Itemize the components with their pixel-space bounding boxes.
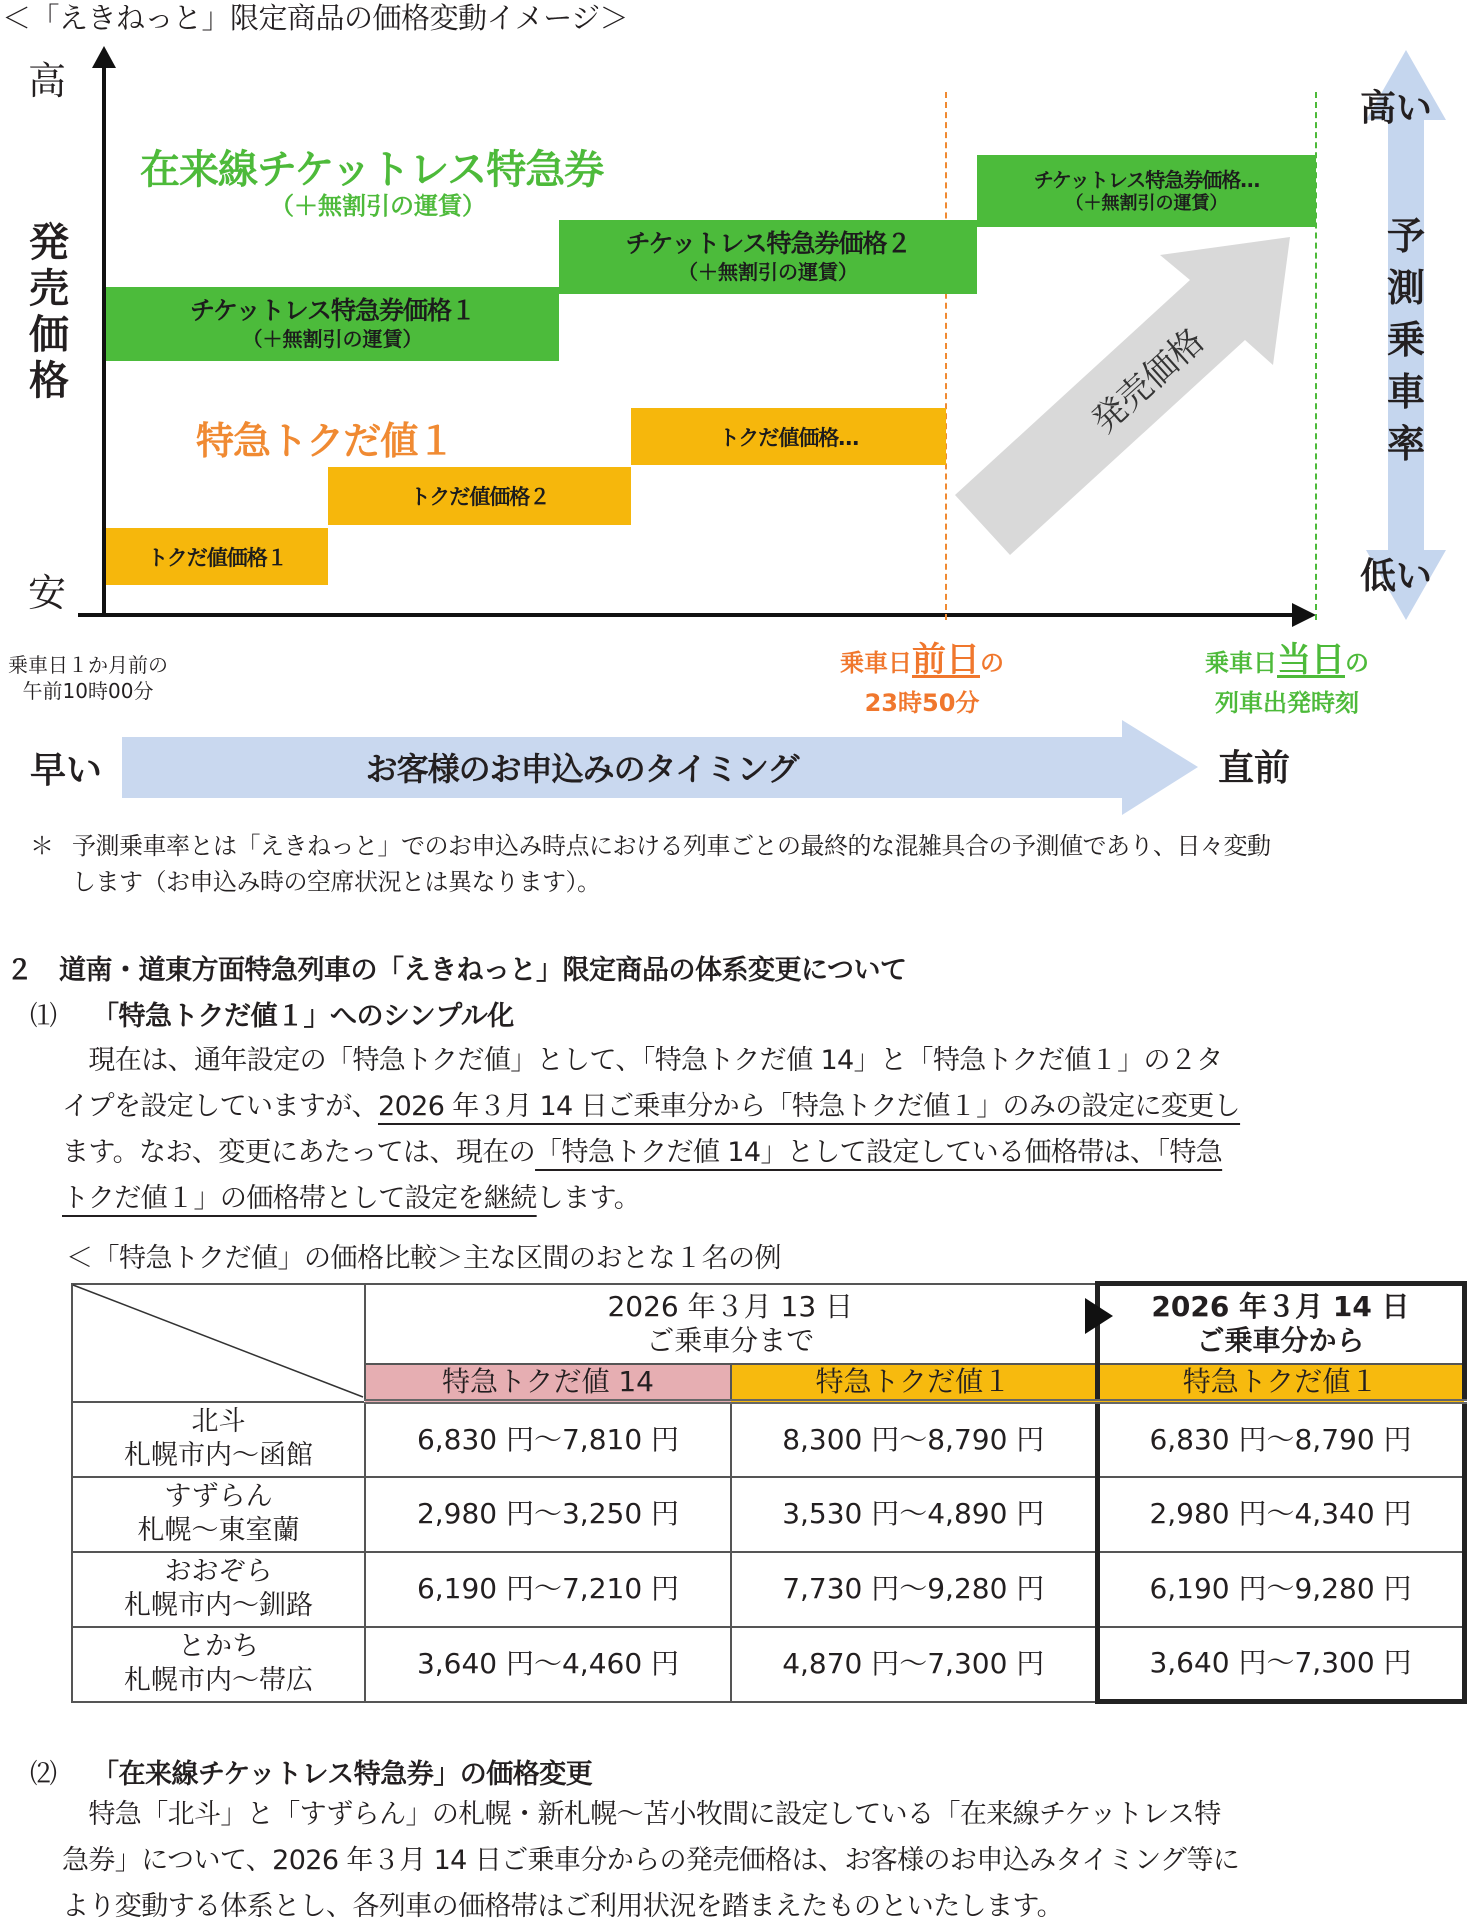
column-header-tokudane14: 特急トクだ値 14	[365, 1364, 731, 1402]
y-axis-high-label: 高	[28, 59, 67, 103]
table-row	[72, 1477, 1464, 1552]
timing-arrow-label: お客様のお申込みのタイミング	[365, 750, 799, 788]
subsection-number: ⑵	[30, 1759, 57, 1790]
x-mid-emphasis: 前日	[912, 640, 980, 680]
occupancy-low-label: 低い	[1360, 556, 1433, 597]
route-cell	[72, 1627, 365, 1702]
timing-late-label: 直前	[1218, 748, 1291, 789]
tokudane-series-title: 特急トクだ値１	[196, 419, 455, 463]
footnote-line1: 予測乗車率とは「えきねっと」でのお申込み時点における列車ごとの最終的な混雑具合の予測値であり、日々変動	[72, 832, 1271, 860]
route-name: 札幌市内～函館	[124, 1440, 313, 1471]
old-period-line1: 2026 年３月 13 日	[607, 1289, 854, 1323]
body-line	[62, 1038, 1468, 1084]
footnote	[30, 828, 1468, 900]
table-row	[72, 1552, 1464, 1627]
ticketless-price-box-1	[106, 287, 559, 361]
price-cell: 6,190 円～7,210 円	[365, 1552, 731, 1627]
price-cell: 6,830 円～7,810 円	[365, 1402, 731, 1477]
column-header-tokudane1-new: 特急トクだ値１	[1097, 1364, 1464, 1402]
route-cell	[72, 1402, 365, 1477]
table-row	[72, 1402, 1464, 1477]
text: ます。なお、変更にあたっては、現在の	[62, 1137, 536, 1168]
text: 現在は、通年設定の「特急トクだ値」として、「特急トクだ値 14」と「特急トクだ値１」の２タ	[62, 1045, 1223, 1076]
occupancy-char: 車	[1386, 370, 1425, 414]
price-cell: 7,730 円～9,280 円	[731, 1552, 1097, 1627]
subsection-number: ⑴	[30, 1001, 57, 1032]
tokudane-price-box-3: トクだ値価格…	[631, 408, 946, 465]
table-caption: ＜「特急トクだ値」の価格比較＞主な区間のおとな１名の例	[66, 1243, 781, 1274]
subsection-2-body	[62, 1792, 1468, 1920]
occupancy-char: 率	[1386, 422, 1425, 466]
text: します。	[536, 1183, 641, 1214]
occupancy-high-label: 高い	[1360, 88, 1433, 129]
box-sublabel: （＋無割引の運賃）	[1065, 192, 1228, 214]
x-axis-line	[78, 613, 1296, 617]
ticketless-series-title: 在来線チケットレス特急券	[140, 147, 604, 193]
x-axis-arrow-icon	[1292, 603, 1316, 627]
price-cell: 2,980 円～3,250 円	[365, 1477, 731, 1552]
x-mid-time: 23時50分	[864, 689, 980, 717]
train-name: すずらん	[164, 1481, 273, 1512]
x-axis-day-before-label	[840, 640, 1004, 723]
timing-early-label: 早い	[30, 750, 103, 791]
text: イプを設定していますが、	[62, 1091, 378, 1122]
ticketless-price-box-3	[977, 155, 1316, 227]
price-cell: 6,190 円～9,280 円	[1097, 1552, 1464, 1627]
new-period-line2: ご乗車分から	[1196, 1324, 1365, 1358]
sell-price-label: 発売価格	[1084, 320, 1213, 442]
underlined-text: 2026 年３月 14 日ご乗車分から「特急トクだ値１」のみの設定に変更し	[378, 1091, 1241, 1122]
x-end-emphasis: 当日	[1277, 640, 1345, 680]
ticketless-price-box-2	[559, 220, 977, 294]
footnote-mark: ＊	[30, 832, 54, 860]
x-start-line2: 午前10時00分	[22, 679, 154, 703]
price-cell: 3,530 円～4,890 円	[731, 1477, 1097, 1552]
x-end-pre: 乗車日	[1205, 649, 1277, 677]
column-header-tokudane1-old: 特急トクだ値１	[731, 1364, 1097, 1402]
box-label: チケットレス特急券価格…	[1033, 167, 1260, 192]
price-cell: 8,300 円～8,790 円	[731, 1402, 1097, 1477]
old-period-line2: ご乗車分まで	[646, 1323, 815, 1357]
y-axis-arrow-icon	[92, 46, 116, 68]
y-axis-low-label: 安	[28, 571, 67, 615]
tokudane-price-box-1: トクだ値価格１	[106, 528, 328, 585]
x-end-time: 列車出発時刻	[1215, 689, 1359, 717]
box-label: チケットレス特急券価格２	[625, 229, 911, 258]
x-start-line1: 乗車日１か月前の	[8, 653, 168, 677]
day-before-marker-line	[945, 92, 947, 620]
train-name: とかち	[178, 1631, 259, 1662]
body-line: 特急「北斗」と「すずらん」の札幌・新札幌～苫小牧間に設定している「在来線チケットレス特	[62, 1799, 1221, 1830]
x-axis-departure-label	[1205, 640, 1369, 723]
box-sublabel: （＋無割引の運賃）	[678, 260, 858, 284]
table-row	[72, 1627, 1464, 1702]
train-name: おおぞら	[164, 1556, 273, 1587]
route-name: 札幌市内～帯広	[124, 1665, 313, 1696]
tokudane-price-box-2: トクだ値価格２	[328, 467, 631, 525]
transition-arrow-icon	[1085, 1298, 1113, 1334]
subsection-title: 「在来線チケットレス特急券」の価格変更	[92, 1759, 593, 1790]
occupancy-char: 測	[1386, 266, 1425, 310]
price-cell: 4,870 円～7,300 円	[731, 1627, 1097, 1702]
x-mid-post: の	[980, 649, 1004, 677]
train-name: 北斗	[191, 1406, 246, 1437]
underlined-text: トクだ値１」の価格帯として設定を継続	[62, 1183, 537, 1214]
body-line: 急券」について、2026 年３月 14 日ご乗車分からの発売価格は、お客様のお申込みタイミング等に	[62, 1845, 1240, 1876]
y-axis-label: 発売価格	[29, 220, 69, 404]
box-label: チケットレス特急券価格１	[189, 296, 475, 325]
price-cell: 3,640 円～4,460 円	[365, 1627, 731, 1702]
occupancy-char: 乗	[1386, 318, 1425, 362]
route-name: 札幌市内～釧路	[124, 1590, 313, 1621]
section-2-heading: ２ 道南・道東方面特急列車の「えきねっと」限定商品の体系変更について	[6, 955, 907, 986]
route-name: 札幌～東室蘭	[137, 1515, 300, 1546]
footnote-line2: します（お申込み時の空席状況とは異なります）。	[72, 868, 601, 896]
price-cell: 6,830 円～8,790 円	[1097, 1402, 1464, 1477]
subsection-2-heading	[30, 1752, 592, 1791]
ticketless-series-subtitle: （＋無割引の運賃）	[270, 192, 486, 220]
occupancy-char: 予	[1386, 214, 1425, 258]
table-corner-diagonal	[71, 1281, 365, 1399]
price-cell: 2,980 円～4,340 円	[1097, 1477, 1464, 1552]
new-period-line1: 2026 年３月 14 日	[1151, 1290, 1410, 1324]
old-period-header	[365, 1284, 1097, 1364]
underlined-text: 「特急トクだ値 14」として設定している価格帯は、「特急	[535, 1137, 1223, 1168]
subsection-1-body	[62, 1038, 1468, 1222]
figure-title: ＜「えきねっと」限定商品の価格変動イメージ＞	[2, 1, 629, 35]
body-line: より変動する体系とし、各列車の価格帯はご利用状況を踏まえたものといたします。	[62, 1891, 1064, 1920]
subsection-1-heading	[30, 994, 514, 1033]
body-line	[62, 1084, 1468, 1130]
body-line	[62, 1176, 1468, 1222]
route-cell	[72, 1552, 365, 1627]
body-line	[62, 1130, 1468, 1176]
x-mid-pre: 乗車日	[840, 649, 912, 677]
occupancy-axis-label	[1384, 210, 1428, 470]
x-axis-start-label	[8, 652, 168, 704]
box-sublabel: （＋無割引の運賃）	[242, 327, 423, 351]
x-end-post: の	[1345, 649, 1369, 677]
new-period-header	[1097, 1284, 1464, 1364]
route-cell	[72, 1477, 365, 1552]
price-cell: 3,640 円～7,300 円	[1097, 1627, 1464, 1702]
sell-price-rising-arrow-icon	[955, 225, 1315, 555]
subsection-title: 「特急トクだ値１」へのシンプル化	[92, 1001, 514, 1032]
